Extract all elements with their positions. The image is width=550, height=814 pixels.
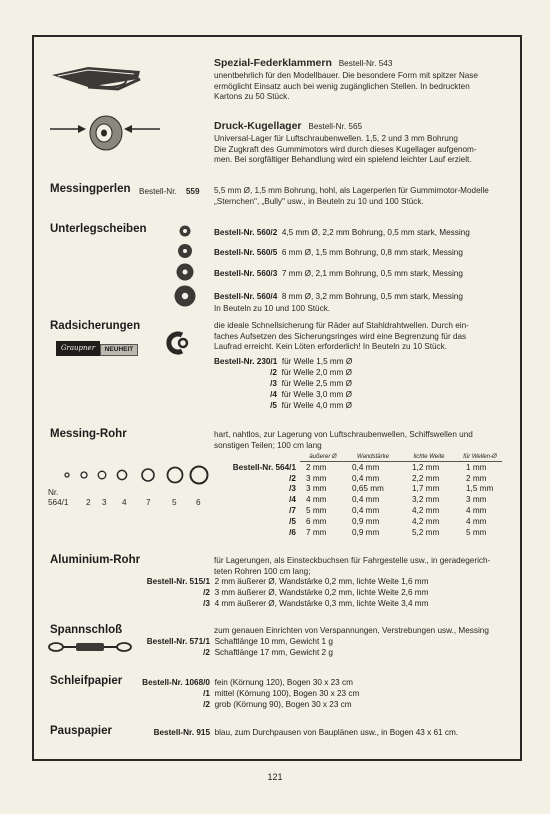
- tube-shaft: 1,5 mm: [466, 484, 494, 494]
- alu-text: 4 mm äußerer Ø, Wandstärke 0,3 mm, lichte Weite 3,4 mm: [214, 599, 429, 608]
- tube-wall: 0,4 mm: [352, 473, 380, 483]
- tube-header: äußerer Ø: [300, 452, 346, 462]
- unterleg-row: [214, 247, 463, 258]
- spezial-bestell: Bestell-Nr. 543: [338, 59, 393, 68]
- tube-shaft: 3 mm: [466, 495, 487, 505]
- tube-outer: 7 mm: [306, 527, 327, 537]
- tube-outer: 2 mm: [306, 462, 327, 472]
- rohr-size-label: 6: [196, 498, 201, 507]
- schleif-row: [136, 699, 352, 710]
- spann-title: Spannschloß: [50, 624, 123, 636]
- rohr-nr-value: 564/1: [48, 498, 69, 507]
- rohr-size-label: 3: [102, 498, 107, 507]
- tube-nr: /6: [289, 527, 296, 537]
- rad-text: für Welle 2,0 mm Ø: [281, 368, 352, 377]
- alu-row: [136, 576, 428, 587]
- tube-nr: Bestell-Nr. 564/1: [232, 462, 296, 472]
- tube-wall: 0,9 mm: [352, 516, 380, 526]
- clip-illustration: [48, 57, 148, 97]
- schleif-nr: Bestell-Nr. 1068/0: [142, 678, 210, 687]
- druck-bestell: Bestell-Nr. 565: [308, 122, 363, 131]
- rad-line-1: die ideale Schnellsicherung für Räder auf Stahldrahtwellen. Durch ein-: [214, 321, 469, 330]
- rad-row: [214, 356, 352, 367]
- alu-nr: /3: [203, 599, 210, 608]
- schleif-row: [136, 688, 359, 699]
- tube-inner: 2,2 mm: [412, 473, 440, 483]
- rad-nr: /2: [270, 368, 277, 377]
- tube-outer: 3 mm: [306, 484, 327, 494]
- tube-shaft: 4 mm: [466, 516, 487, 526]
- rad-row: [214, 389, 352, 400]
- tube-inner: 5,2 mm: [412, 527, 440, 537]
- rad-row: [214, 367, 352, 378]
- messingperlen-title: Messingperlen: [50, 183, 131, 195]
- rad-text: für Welle 2,5 mm Ø: [281, 379, 352, 388]
- messingperlen-bestell: [139, 187, 200, 198]
- tube-nr: /3: [289, 484, 296, 494]
- spann-text: Schaftlänge 10 mm, Gewicht 1 g: [214, 637, 333, 646]
- rad-nr: /3: [270, 379, 277, 388]
- spann-row: [136, 636, 333, 647]
- tube-wall: 0,9 mm: [352, 527, 380, 537]
- rohr-nr-label: Nr.: [48, 488, 59, 497]
- rad-nr: Bestell-Nr. 230/1: [214, 357, 278, 366]
- tube-inner: 4,2 mm: [412, 516, 440, 526]
- tube-nr: /2: [289, 473, 296, 483]
- spezial-line-2: ermöglicht Einsatz auch bei wenig zugänglichen Stellen. In bedruckten: [214, 81, 470, 91]
- unterleg-row: [214, 268, 463, 279]
- unterleg-text: 6 mm Ø, 1,5 mm Bohrung, 0,8 mm stark, Messing: [281, 248, 463, 257]
- unterleg-nr: Bestell-Nr. 560/2: [214, 228, 278, 237]
- tube-inner: 4,2 mm: [412, 506, 440, 516]
- tube-inner: 1,2 mm: [412, 462, 440, 472]
- unterleg-text: 8 mm Ø, 3,2 mm Bohrung, 0,5 mm stark, Messing: [281, 292, 463, 301]
- tube-shaft: 4 mm: [466, 506, 487, 516]
- page-number: 121: [267, 772, 283, 782]
- spezial-line-3: Kartons zu 50 Stück.: [214, 92, 290, 102]
- alu-title: Aluminium-Rohr: [50, 554, 141, 566]
- spann-nr: Bestell-Nr. 571/1: [146, 637, 210, 646]
- tube-header-empty: [214, 452, 300, 462]
- alu-text: 2 mm äußerer Ø, Wandstärke 0,2 mm, lichte Weite 1,6 mm: [214, 577, 429, 586]
- table-row: [214, 494, 502, 505]
- tube-wall: 0,4 mm: [352, 495, 380, 505]
- table-row: [214, 505, 502, 516]
- messingperlen-bestell-label: Bestell-Nr.: [139, 187, 177, 196]
- rad-text: für Welle 4,0 mm Ø: [281, 401, 352, 410]
- rad-text: für Welle 3,0 mm Ø: [281, 390, 352, 399]
- unterleg-nr: Bestell-Nr. 560/3: [214, 269, 278, 278]
- spezial-line-1: unentbehrlich für den Modellbauer. Die besondere Form mit spitzer Nase: [214, 71, 478, 80]
- tube-nr: /4: [289, 495, 296, 505]
- rohr-line-1: hart, nahtlos, zur Lagerung von Luftschraubenwellen, Schiffswellen und: [214, 430, 473, 439]
- tube-outer: 6 mm: [306, 516, 327, 526]
- tube-sizes-illustration: [62, 464, 212, 486]
- turnbuckle-illustration: [48, 640, 132, 654]
- bearing-illustration: [48, 113, 164, 153]
- paus-title: Pauspapier: [50, 725, 112, 737]
- schleif-text: grob (Körnung 90), Bogen 30 x 23 cm: [214, 700, 352, 709]
- paus-nr: Bestell-Nr. 915: [153, 728, 210, 737]
- washers-illustration: [172, 222, 200, 312]
- table-row: [214, 462, 502, 473]
- table-row: [214, 527, 502, 538]
- unterleg-text: 4,5 mm Ø, 2,2 mm Bohrung, 0,5 mm stark, Messing: [281, 228, 470, 237]
- messingperlen-line-2: „Sternchen", „Bully" usw., in Beuteln zu 10 und 100 Stück.: [214, 196, 424, 206]
- tube-outer: 5 mm: [306, 506, 327, 516]
- tube-shaft: 5 mm: [466, 527, 487, 537]
- tube-wall: 0,4 mm: [352, 462, 380, 472]
- tube-nr: /5: [289, 516, 296, 526]
- rad-nr: /5: [270, 401, 277, 410]
- tube-nr: /7: [289, 506, 296, 516]
- druck-title: Druck-Kugellager: [214, 120, 302, 132]
- paus-row: [136, 727, 458, 738]
- spann-head: zum genauen Einrichten von Verspannungen, Verstrebungen usw., Messing: [214, 626, 489, 635]
- druck-line-1: Universal-Lager für Luftschraubenwellen. 1,5, 2 und 3 mm Bohrung: [214, 134, 458, 143]
- unterleg-row: [214, 291, 463, 302]
- tube-table-header: [214, 452, 502, 462]
- tube-wall: 0,4 mm: [352, 506, 380, 516]
- rad-line-3: Laufrad erreicht. Kein Löten erforderlich! In Beuteln zu 10 Stück.: [214, 342, 448, 352]
- graupner-logo: Graupner: [56, 341, 100, 356]
- rad-nr: /4: [270, 390, 277, 399]
- spann-row: [136, 647, 333, 658]
- tube-wall: 0,65 mm: [352, 484, 384, 494]
- rohr-size-label: 5: [172, 498, 177, 507]
- schleif-text: mittel (Körnung 100), Bogen 30 x 23 cm: [214, 689, 360, 698]
- tube-inner: 1,7 mm: [412, 484, 440, 494]
- alu-line-2: teten Rohren 100 cm lang;: [214, 566, 311, 576]
- tube-header: lichte Weite: [400, 452, 458, 462]
- rad-text: für Welle 1,5 mm Ø: [281, 357, 353, 366]
- unterleg-row: [214, 227, 470, 238]
- tube-header: Wandstärke: [346, 452, 400, 462]
- unterleg-footer: In Beuteln zu 10 und 100 Stück.: [214, 304, 331, 313]
- unterleg-text: 7 mm Ø, 2,1 mm Bohrung, 0,5 mm stark, Messing: [281, 269, 463, 278]
- druck-line-3: men. Bei sorgfältiger Behandlung wird ein spielend leichter Lauf erzielt.: [214, 155, 472, 165]
- rad-title: Radsicherungen: [50, 320, 141, 332]
- tube-header: für Wellen-Ø: [458, 452, 502, 462]
- tube-table: [214, 452, 502, 538]
- alu-row: [136, 587, 428, 598]
- spezial-heading: [214, 58, 392, 70]
- alu-nr: /2: [203, 588, 210, 597]
- rohr-line-2: sonstigen Teilen; 100 cm lang: [214, 440, 322, 450]
- rad-row: [214, 378, 352, 389]
- rohr-title: Messing-Rohr: [50, 428, 127, 440]
- rad-line-2: faches Aufsetzen des Sicherungsringes wird eine Begrenzung für das: [214, 331, 467, 341]
- unterleg-nr: Bestell-Nr. 560/5: [214, 248, 278, 257]
- tube-shaft: 1 mm: [466, 462, 487, 472]
- schleif-nr: /2: [203, 700, 210, 709]
- spezial-title: Spezial-Federklammern: [214, 57, 332, 69]
- druck-line-2: Die Zugkraft des Gummimotors wird durch dieses Kugellager aufgenom-: [214, 144, 477, 154]
- tube-outer: 3 mm: [306, 473, 327, 483]
- alu-row: [136, 598, 428, 609]
- messingperlen-line-1: 5,5 mm Ø, 1,5 mm Bohrung, hohl, als Lagerperlen für Gummimotor-Modelle: [214, 186, 489, 195]
- alu-text: 3 mm äußerer Ø, Wandstärke 0,2 mm, lichte Weite 2,6 mm: [214, 588, 429, 597]
- unterleg-title: Unterlegscheiben: [50, 223, 147, 235]
- tube-inner: 3,2 mm: [412, 495, 440, 505]
- messingperlen-bestell-nr: 559: [185, 187, 200, 196]
- tube-shaft: 2 mm: [466, 473, 487, 483]
- rohr-size-label: 7: [146, 498, 151, 507]
- table-row: [214, 516, 502, 527]
- spann-text: Schaftlänge 17 mm, Gewicht 2 g: [214, 648, 333, 657]
- table-row: [214, 484, 502, 495]
- tube-outer: 4 mm: [306, 495, 327, 505]
- paus-text: blau, zum Durchpausen von Bauplänen usw., in Bogen 43 x 61 cm.: [214, 728, 459, 737]
- schleif-text: fein (Körnung 120), Bogen 30 x 23 cm: [214, 678, 353, 687]
- spann-nr: /2: [203, 648, 210, 657]
- rohr-size-label: 4: [122, 498, 127, 507]
- schleif-row: [136, 677, 353, 688]
- alu-line-1: für Lagerungen, als Einsteckbuchsen für Fahrgestelle usw., in geradegerich-: [214, 556, 491, 565]
- rad-row: [214, 400, 352, 411]
- alu-nr: Bestell-Nr. 515/1: [146, 577, 210, 586]
- retaining-clip-icon: [162, 330, 190, 356]
- rohr-size-label: 2: [86, 498, 91, 507]
- table-row: [214, 473, 502, 484]
- unterleg-nr: Bestell-Nr. 560/4: [214, 292, 278, 301]
- schleif-nr: /1: [203, 689, 210, 698]
- druck-heading: [214, 121, 362, 133]
- neuheit-badge: NEUHEIT: [100, 344, 138, 356]
- schleif-title: Schleifpapier: [50, 675, 123, 687]
